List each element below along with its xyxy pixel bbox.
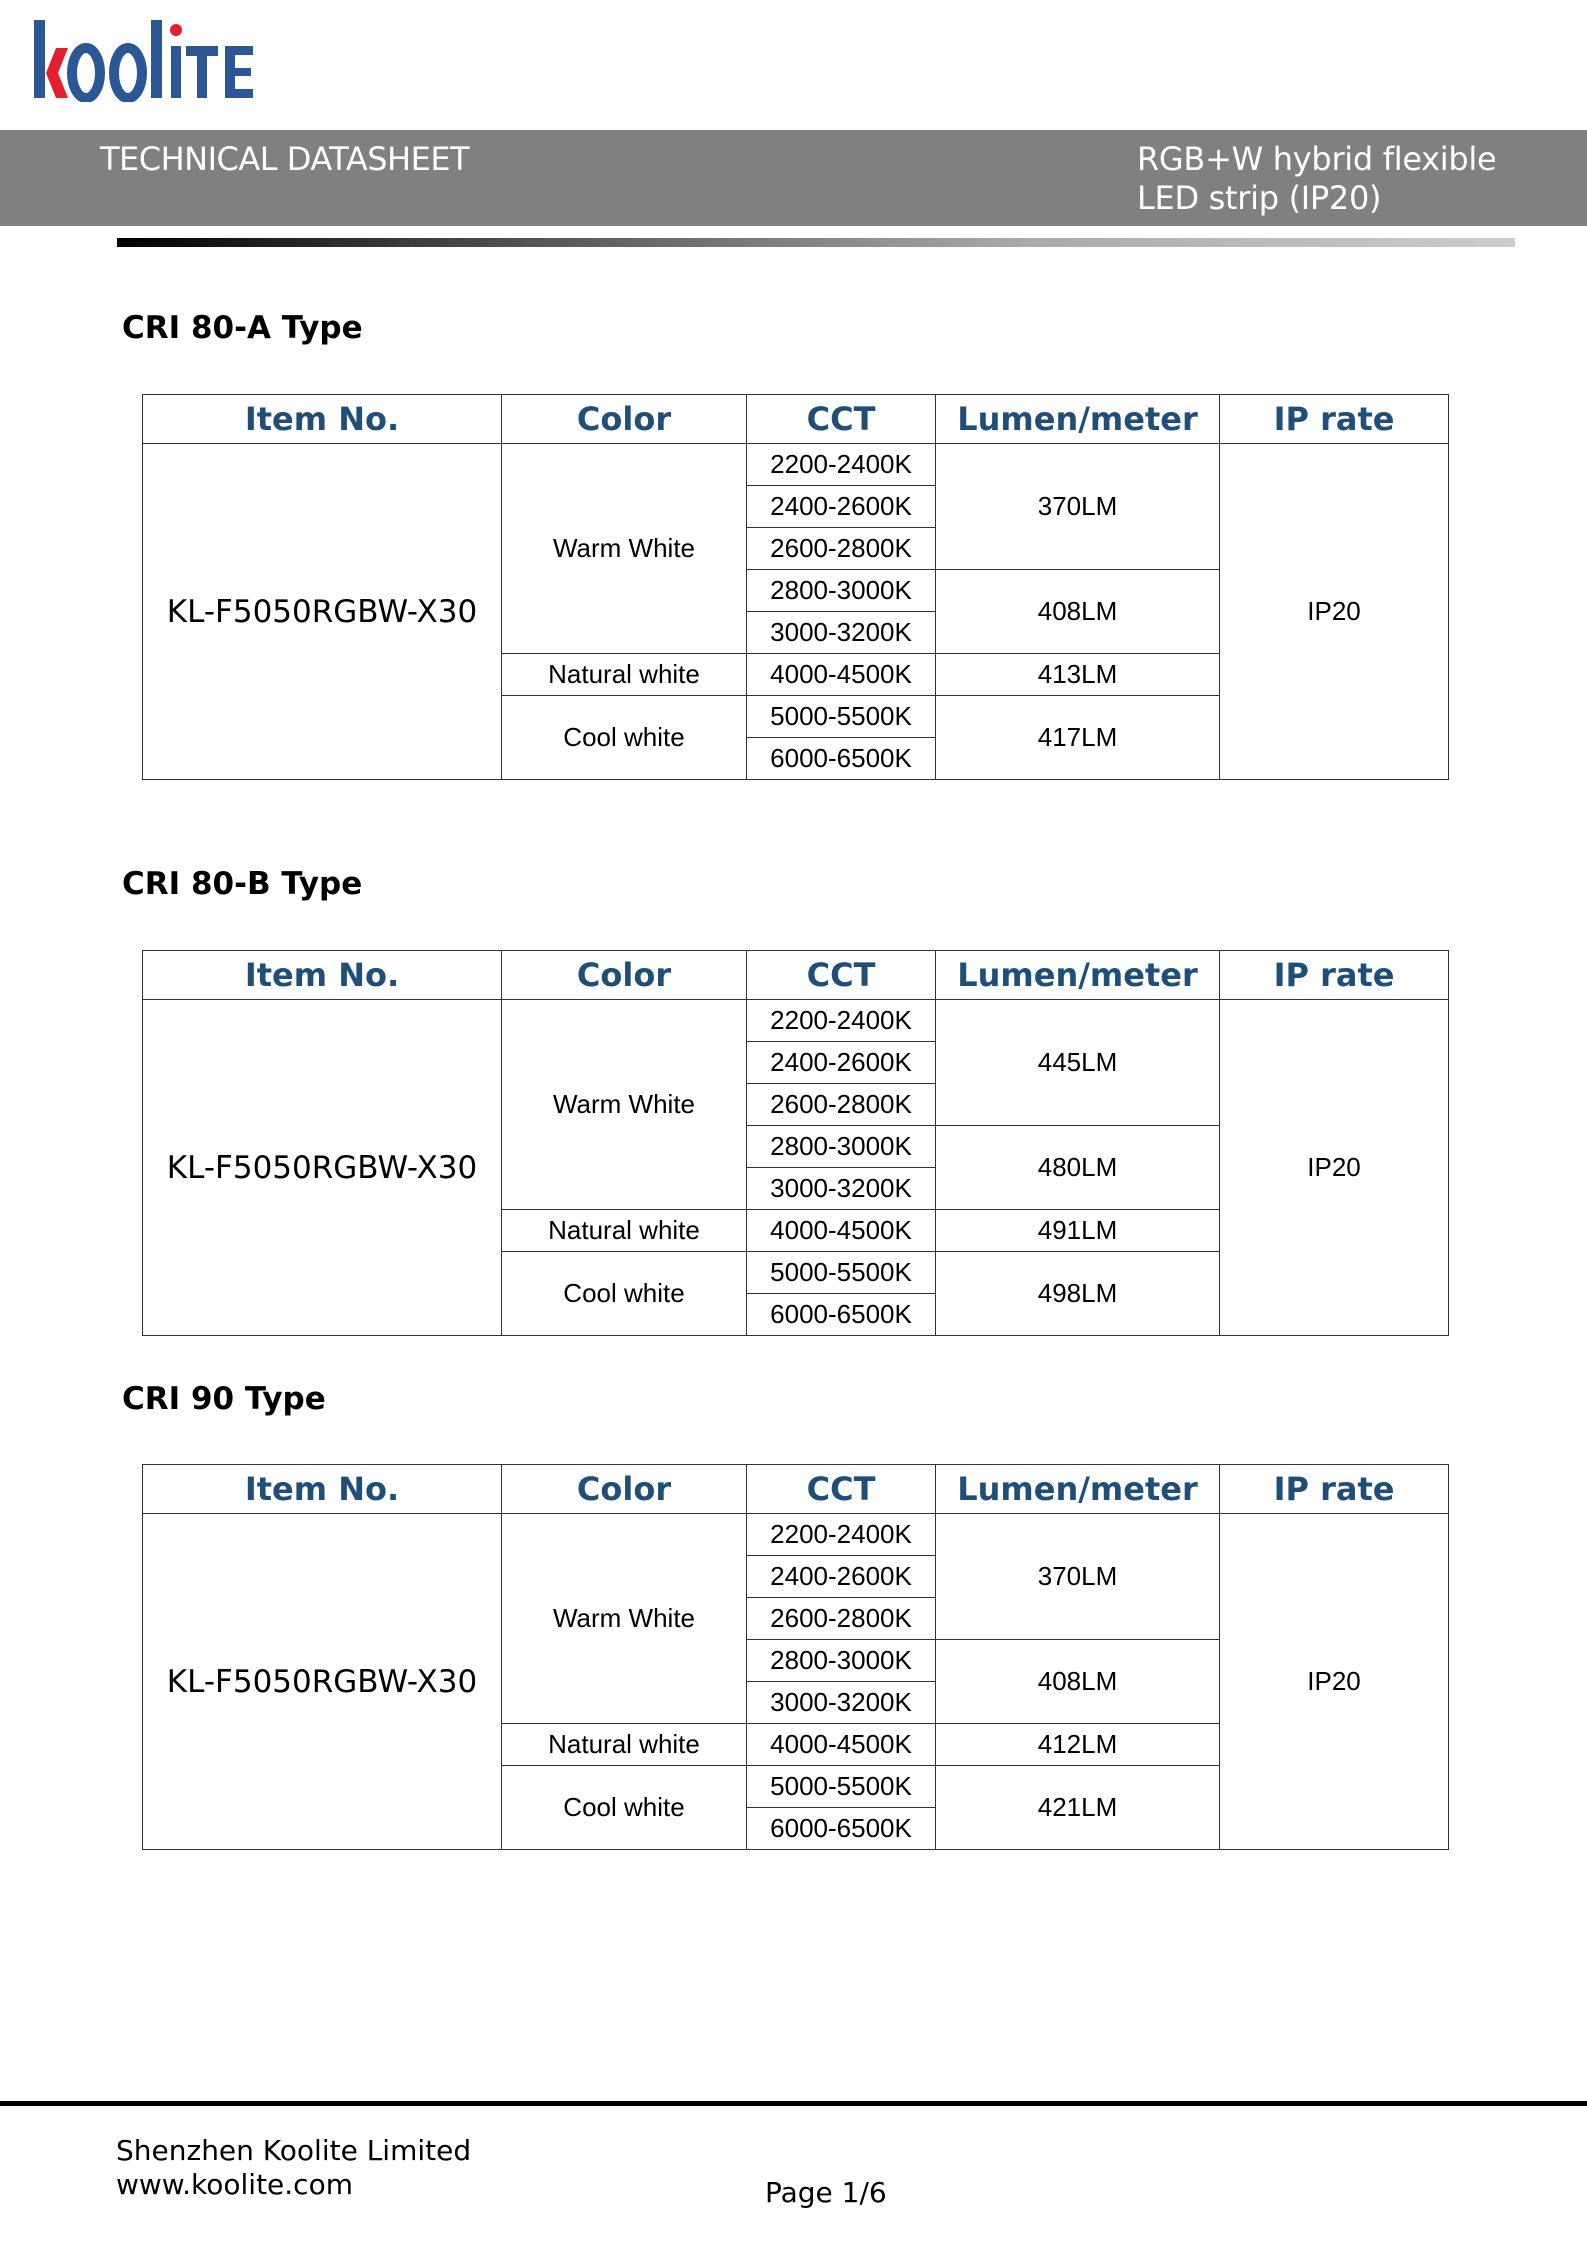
product-title-line2: LED strip (IP20) — [1137, 179, 1382, 217]
lumen-cell: 413LM — [936, 654, 1220, 696]
color-cell: Warm White — [502, 444, 747, 654]
cct-cell: 6000-6500K — [747, 738, 936, 780]
document-type: TECHNICAL DATASHEET — [100, 140, 470, 178]
gradient-divider — [117, 238, 1515, 247]
cct-cell: 5000-5500K — [747, 1766, 936, 1808]
koolite-logo — [34, 20, 319, 102]
column-header: Color — [502, 1465, 747, 1514]
color-cell: Cool white — [502, 1766, 747, 1850]
color-cell: Warm White — [502, 1514, 747, 1724]
spec-table-cri90 — [142, 1464, 1449, 1850]
cct-cell: 2200-2400K — [747, 444, 936, 486]
cct-cell: 2600-2800K — [747, 1598, 936, 1640]
section-heading: CRI 90 Type — [122, 1381, 326, 1417]
cct-cell: 2200-2400K — [747, 1000, 936, 1042]
cct-cell: 6000-6500K — [747, 1808, 936, 1850]
color-cell: Warm White — [502, 1000, 747, 1210]
color-cell: Cool white — [502, 696, 747, 780]
ip-rate-cell: IP20 — [1220, 1000, 1449, 1336]
cct-cell: 3000-3200K — [747, 612, 936, 654]
ip-rate-cell: IP20 — [1220, 1514, 1449, 1850]
header-band — [0, 130, 1587, 226]
cct-cell: 4000-4500K — [747, 1210, 936, 1252]
cct-cell: 2800-3000K — [747, 570, 936, 612]
lumen-cell: 408LM — [936, 1640, 1220, 1724]
column-header: Lumen/meter — [936, 395, 1220, 444]
lumen-cell: 491LM — [936, 1210, 1220, 1252]
lumen-cell: 445LM — [936, 1000, 1220, 1126]
column-header: IP rate — [1220, 951, 1449, 1000]
column-header: Color — [502, 395, 747, 444]
table-row — [143, 1000, 1449, 1042]
spec-table-cri80b — [142, 950, 1449, 1336]
table-header-row — [143, 1465, 1449, 1514]
item-no-cell: KL-F5050RGBW-X30 — [143, 1000, 502, 1336]
cct-cell: 6000-6500K — [747, 1294, 936, 1336]
cct-cell: 2600-2800K — [747, 1084, 936, 1126]
column-header: Item No. — [143, 1465, 502, 1514]
table-row — [143, 444, 1449, 486]
color-cell: Natural white — [502, 1724, 747, 1766]
lumen-cell: 412LM — [936, 1724, 1220, 1766]
cct-cell: 4000-4500K — [747, 1724, 936, 1766]
table-header-row — [143, 395, 1449, 444]
cct-cell: 2600-2800K — [747, 528, 936, 570]
cct-cell: 2800-3000K — [747, 1126, 936, 1168]
color-cell: Natural white — [502, 654, 747, 696]
product-title — [1137, 140, 1496, 218]
item-no-cell: KL-F5050RGBW-X30 — [143, 1514, 502, 1850]
column-header: Item No. — [143, 951, 502, 1000]
column-header: CCT — [747, 951, 936, 1000]
lumen-cell: 408LM — [936, 570, 1220, 654]
cct-cell: 2400-2600K — [747, 1042, 936, 1084]
cct-cell: 5000-5500K — [747, 1252, 936, 1294]
cct-cell: 4000-4500K — [747, 654, 936, 696]
cct-cell: 3000-3200K — [747, 1682, 936, 1724]
ip-rate-cell: IP20 — [1220, 444, 1449, 780]
cct-cell: 2800-3000K — [747, 1640, 936, 1682]
table-header-row — [143, 951, 1449, 1000]
lumen-cell: 370LM — [936, 444, 1220, 570]
column-header: CCT — [747, 1465, 936, 1514]
footer-website[interactable]: www.koolite.com — [116, 2168, 353, 2201]
color-cell: Natural white — [502, 1210, 747, 1252]
column-header: Lumen/meter — [936, 951, 1220, 1000]
cct-cell: 5000-5500K — [747, 696, 936, 738]
section-heading: CRI 80-B Type — [122, 866, 363, 902]
cct-cell: 3000-3200K — [747, 1168, 936, 1210]
lumen-cell: 498LM — [936, 1252, 1220, 1336]
lumen-cell: 480LM — [936, 1126, 1220, 1210]
column-header: IP rate — [1220, 1465, 1449, 1514]
section-heading: CRI 80-A Type — [122, 310, 363, 346]
lumen-cell: 417LM — [936, 696, 1220, 780]
table-row — [143, 1514, 1449, 1556]
color-cell: Cool white — [502, 1252, 747, 1336]
footer-divider — [0, 2101, 1587, 2106]
product-title-line1: RGB+W hybrid flexible — [1137, 140, 1497, 178]
item-no-cell: KL-F5050RGBW-X30 — [143, 444, 502, 780]
column-header: IP rate — [1220, 395, 1449, 444]
column-header: Lumen/meter — [936, 1465, 1220, 1514]
lumen-cell: 370LM — [936, 1514, 1220, 1640]
column-header: Color — [502, 951, 747, 1000]
column-header: CCT — [747, 395, 936, 444]
footer-company: Shenzhen Koolite Limited — [116, 2134, 472, 2167]
page-number: Page 1/6 — [765, 2176, 887, 2209]
cct-cell: 2200-2400K — [747, 1514, 936, 1556]
cct-cell: 2400-2600K — [747, 486, 936, 528]
lumen-cell: 421LM — [936, 1766, 1220, 1850]
column-header: Item No. — [143, 395, 502, 444]
cct-cell: 2400-2600K — [747, 1556, 936, 1598]
spec-table-cri80a — [142, 394, 1449, 780]
